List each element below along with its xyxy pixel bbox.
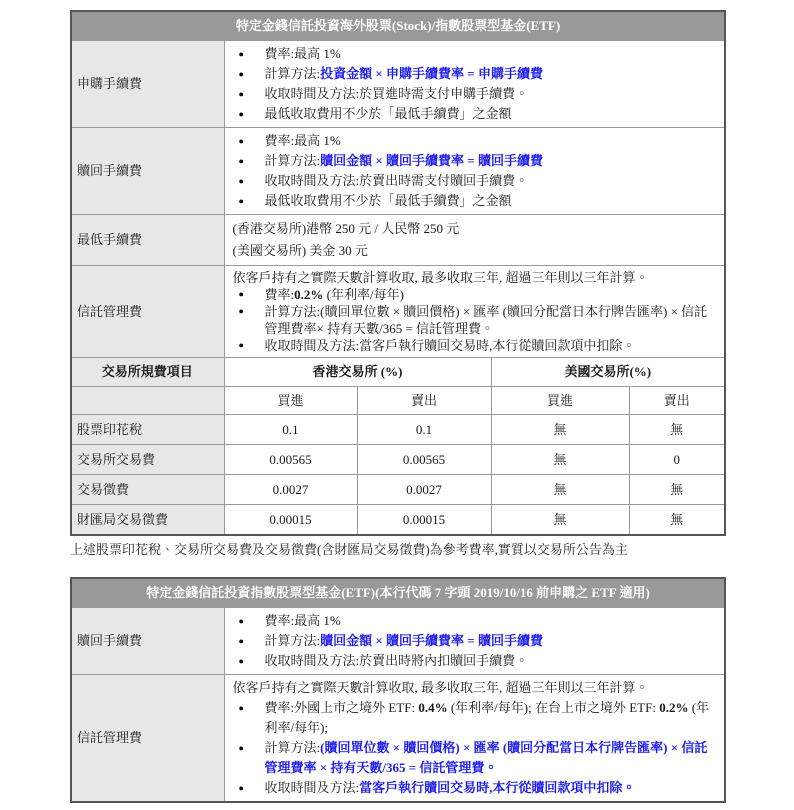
- exchange-trading-fee-hk-buy: 0.00565: [224, 445, 357, 475]
- stamp-duty-hk-sell: 0.1: [357, 415, 491, 445]
- row-trust-management-fee: [71, 266, 725, 358]
- list-item: [233, 151, 719, 171]
- minimum-fee-us: (美國交易所) 美金 30 元: [232, 243, 368, 258]
- list-item: [233, 104, 719, 124]
- bullet-text: 收取時間及方法:於買進時需支付申購手續費。: [264, 86, 529, 101]
- trust-management-fee-content: [224, 266, 725, 358]
- bullet-text: 費率:最高 1%: [264, 133, 341, 148]
- reference-rate-note: 上述股票印花稅、交易所交易費及交易徵費(含財匯局交易徵費)為參考費率,實質以交易所公告為主: [70, 542, 628, 557]
- subscription-fee-label: 申購手續費: [71, 41, 224, 128]
- table2-title-row: [71, 578, 725, 608]
- list-item: [233, 286, 719, 303]
- formula-text: 當客戶執行贖回交易時,本行從贖回款項中扣除。: [359, 780, 636, 795]
- list-item: [233, 611, 719, 631]
- transaction-levy-label: 交易徵費: [71, 475, 224, 505]
- trust-management-fee-label: 信託管理費: [71, 266, 224, 358]
- bullet-text: 計算方法:: [264, 66, 321, 81]
- table1-title-row: [71, 11, 725, 41]
- bullet-text: 收取時間及方法:當客戶執行贖回交易時,本行從贖回款項中扣除。: [264, 338, 636, 353]
- us-sell-header: 賣出: [629, 387, 725, 415]
- formula-text: 贖回金額 × 贖回手續費率 = 贖回手續費: [320, 153, 543, 168]
- trust-management-fee-legacy-content: [224, 675, 725, 803]
- exchange-trading-fee-us-sell: 0: [629, 445, 725, 475]
- list-item: [233, 303, 719, 337]
- hk-buy-header: 買進: [224, 387, 357, 415]
- empty-cell: [71, 387, 224, 415]
- bullet-text: 費率:最高 1%: [264, 46, 341, 61]
- rate-value: 0.4%: [418, 700, 448, 715]
- frc-levy-label: 財匯局交易徵費: [71, 505, 224, 536]
- frc-levy-us-buy: 無: [491, 505, 629, 536]
- row-redemption-fee: [71, 128, 725, 215]
- bullet-text: 收取時間及方法:於賣出時將內扣贖回手續費。: [264, 653, 529, 668]
- bullet-text: 費率:外國上市之境外 ETF:: [264, 700, 419, 715]
- bullet-text: 費率:最高 1%: [264, 613, 341, 628]
- transaction-levy-us-sell: 無: [629, 475, 725, 505]
- list-item: [233, 738, 719, 778]
- redemption-fee-legacy-label: 贖回手續費: [71, 608, 224, 675]
- list-item: [233, 44, 719, 64]
- stamp-duty-hk-buy: 0.1: [224, 415, 357, 445]
- bullet-text: 計算方法:(贖回單位數 × 贖回價格) × 匯率 (贖回分配當日本行牌告匯率) × 信託管理費率× 持有天數/365 = 信託管理費。: [264, 304, 708, 336]
- row-exchange-fee-header: [71, 358, 725, 387]
- frc-levy-hk-sell: 0.00015: [357, 505, 491, 536]
- list-item: [233, 337, 719, 354]
- bullet-text: (年利率/每年): [323, 287, 404, 302]
- list-item: [233, 191, 719, 211]
- bullet-text: 費率:: [264, 287, 295, 302]
- list-item: [233, 64, 719, 84]
- hk-sell-header: 賣出: [357, 387, 491, 415]
- bullet-text: 計算方法:: [264, 740, 321, 755]
- bullet-text: (年利率/每年);: [264, 700, 710, 735]
- exchange-fee-item-header: 交易所規費項目: [71, 358, 224, 387]
- trust-fee-intro: 依客戶持有之實際天數計算收取, 最多收取三年, 超過三年則以三年計算。: [232, 270, 649, 285]
- list-item: [233, 171, 719, 191]
- list-item: [233, 698, 719, 738]
- bullet-text: (年利率/每年); 在台上市之境外 ETF:: [447, 700, 660, 715]
- list-item: [233, 778, 719, 798]
- bullet-text: 收取時間及方法:: [264, 780, 360, 795]
- formula-text: 贖回金額 × 贖回手續費率 = 贖回手續費: [320, 633, 543, 648]
- row-minimum-fee: [71, 215, 725, 266]
- us-exchange-header: 美國交易所(%): [491, 358, 725, 387]
- rate-value: 0.2%: [659, 700, 689, 715]
- table2-title: 特定金錢信託投資指數股票型基金(ETF)(本行代碼 7 字頭 2019/10/16 前申購之 ETF 適用): [71, 578, 725, 608]
- hk-exchange-header: 香港交易所 (%): [224, 358, 491, 387]
- frc-levy-us-sell: 無: [629, 505, 725, 536]
- exchange-trading-fee-us-buy: 無: [491, 445, 629, 475]
- formula-text: (贖回單位數 × 贖回價格) × 匯率 (贖回分配當日本行牌告匯率) × 信託管理費率 × 持有天數/365 = 信託管理費。: [264, 740, 708, 775]
- row-buy-sell-header: [71, 387, 725, 415]
- row-transaction-levy: [71, 475, 725, 505]
- transaction-levy-hk-buy: 0.0027: [224, 475, 357, 505]
- minimum-fee-content: [224, 215, 725, 266]
- table1-title: 特定金錢信託投資海外股票(Stock)/指數股票型基金(ETF): [71, 11, 725, 41]
- bullet-text: 最低收取費用不少於「最低手續費」之金額: [264, 193, 512, 208]
- row-exchange-trading-fee: [71, 445, 725, 475]
- list-item: [233, 651, 719, 671]
- bullet-text: 計算方法:: [264, 633, 321, 648]
- transaction-levy-hk-sell: 0.0027: [357, 475, 491, 505]
- bullet-text: 收取時間及方法:於賣出時需支付贖回手續費。: [264, 173, 529, 188]
- stamp-duty-us-sell: 無: [629, 415, 725, 445]
- row-stamp-duty: [71, 415, 725, 445]
- row-trust-management-fee-legacy: [71, 675, 725, 803]
- redemption-fee-label: 贖回手續費: [71, 128, 224, 215]
- trust-management-fee-legacy-label: 信託管理費: [71, 675, 224, 803]
- legacy-etf-fee-table: [70, 577, 726, 803]
- redemption-fee-content: [224, 128, 725, 215]
- list-item: [233, 84, 719, 104]
- overseas-stock-etf-fee-table: [70, 10, 726, 536]
- list-item: [233, 131, 719, 151]
- us-buy-header: 買進: [491, 387, 629, 415]
- minimum-fee-label: 最低手續費: [71, 215, 224, 266]
- frc-levy-hk-buy: 0.00015: [224, 505, 357, 536]
- bullet-text: 計算方法:: [264, 153, 321, 168]
- bullet-text: 最低收取費用不少於「最低手續費」之金額: [264, 106, 512, 121]
- subscription-fee-content: [224, 41, 725, 128]
- minimum-fee-hk: (香港交易所)港幣 250 元 / 人民幣 250 元: [232, 221, 460, 236]
- row-subscription-fee: [71, 41, 725, 128]
- row-redemption-fee-legacy: [71, 608, 725, 675]
- exchange-trading-fee-hk-sell: 0.00565: [357, 445, 491, 475]
- transaction-levy-us-buy: 無: [491, 475, 629, 505]
- list-item: [233, 631, 719, 651]
- redemption-fee-legacy-content: [224, 608, 725, 675]
- trust-fee-legacy-intro: 依客戶持有之實際天數計算收取, 最多收取三年, 超過三年則以三年計算。: [232, 680, 649, 695]
- row-frc-levy: [71, 505, 725, 536]
- stamp-duty-us-buy: 無: [491, 415, 629, 445]
- exchange-trading-fee-label: 交易所交易費: [71, 445, 224, 475]
- formula-text: 投資金額 × 申購手續費率 = 申購手續費: [320, 66, 543, 81]
- stamp-duty-label: 股票印花稅: [71, 415, 224, 445]
- rate-value: 0.2%: [294, 287, 324, 302]
